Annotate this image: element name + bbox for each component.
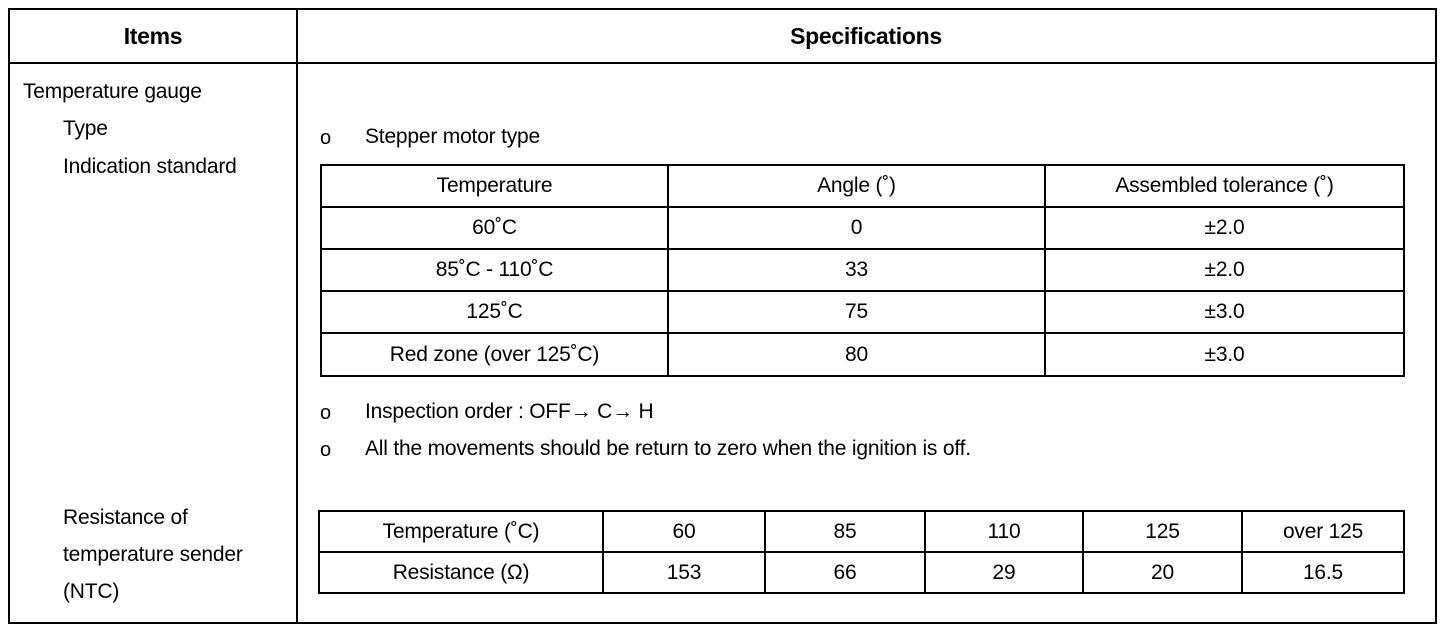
table-row <box>321 249 1404 291</box>
table-cell: 80 <box>668 333 1045 376</box>
table-cell: 66 <box>765 552 925 593</box>
table-cell: 85˚C - 110˚C <box>321 249 668 291</box>
table-cell: 0 <box>668 207 1045 249</box>
table-cell: 16.5 <box>1242 552 1404 593</box>
item-resistance-line2: temperature sender <box>63 543 243 566</box>
item-type: Type <box>63 117 108 140</box>
specifications-header: Specifications <box>790 23 942 49</box>
table-cell: 85 <box>765 511 925 552</box>
table-cell: 60˚C <box>321 207 668 249</box>
table-cell: 125 <box>1083 511 1242 552</box>
column-divider <box>296 10 298 622</box>
indication-header-tolerance: Assembled tolerance (˚) <box>1045 165 1404 207</box>
table-cell: 125˚C <box>321 291 668 333</box>
item-resistance-line1: Resistance of <box>63 506 188 529</box>
item-resistance-line3: (NTC) <box>63 580 120 603</box>
return-to-zero-note: All the movements should be return to zero when the ignition is off. <box>365 437 971 460</box>
table-cell: 20 <box>1083 552 1242 593</box>
table-cell: ±3.0 <box>1045 333 1404 376</box>
indication-table <box>320 164 1405 377</box>
table-row <box>321 333 1404 376</box>
table-cell: 60 <box>603 511 765 552</box>
table-cell: 33 <box>668 249 1045 291</box>
table-row <box>321 291 1404 333</box>
table-cell: 110 <box>925 511 1083 552</box>
table-row <box>319 511 1404 552</box>
table-cell: ±2.0 <box>1045 249 1404 291</box>
bullet-marker: o <box>320 439 332 461</box>
items-header: Items <box>123 23 183 49</box>
type-value: Stepper motor type <box>365 125 540 148</box>
table-cell: 153 <box>603 552 765 593</box>
indication-header-angle: Angle (˚) <box>668 165 1045 207</box>
bullet-marker: o <box>320 402 332 424</box>
indication-header-row <box>321 165 1404 207</box>
table-row <box>319 552 1404 593</box>
header-divider <box>10 62 1435 64</box>
item-temperature-gauge: Temperature gauge <box>23 80 202 103</box>
item-indication-standard: Indication standard <box>63 155 237 178</box>
table-cell: Red zone (over 125˚C) <box>321 333 668 376</box>
table-cell: ±2.0 <box>1045 207 1404 249</box>
indication-header-temperature: Temperature <box>321 165 668 207</box>
table-cell: over 125 <box>1242 511 1404 552</box>
table-cell: 29 <box>925 552 1083 593</box>
bullet-marker: o <box>320 127 332 149</box>
table-cell: Temperature (˚C) <box>319 511 603 552</box>
resistance-table <box>318 510 1405 594</box>
table-cell: 75 <box>668 291 1045 333</box>
inspection-order: Inspection order : OFF→ C→ H <box>365 400 654 423</box>
spec-sheet <box>8 8 1437 624</box>
table-cell: ±3.0 <box>1045 291 1404 333</box>
table-row <box>321 207 1404 249</box>
table-cell: Resistance (Ω) <box>319 552 603 593</box>
